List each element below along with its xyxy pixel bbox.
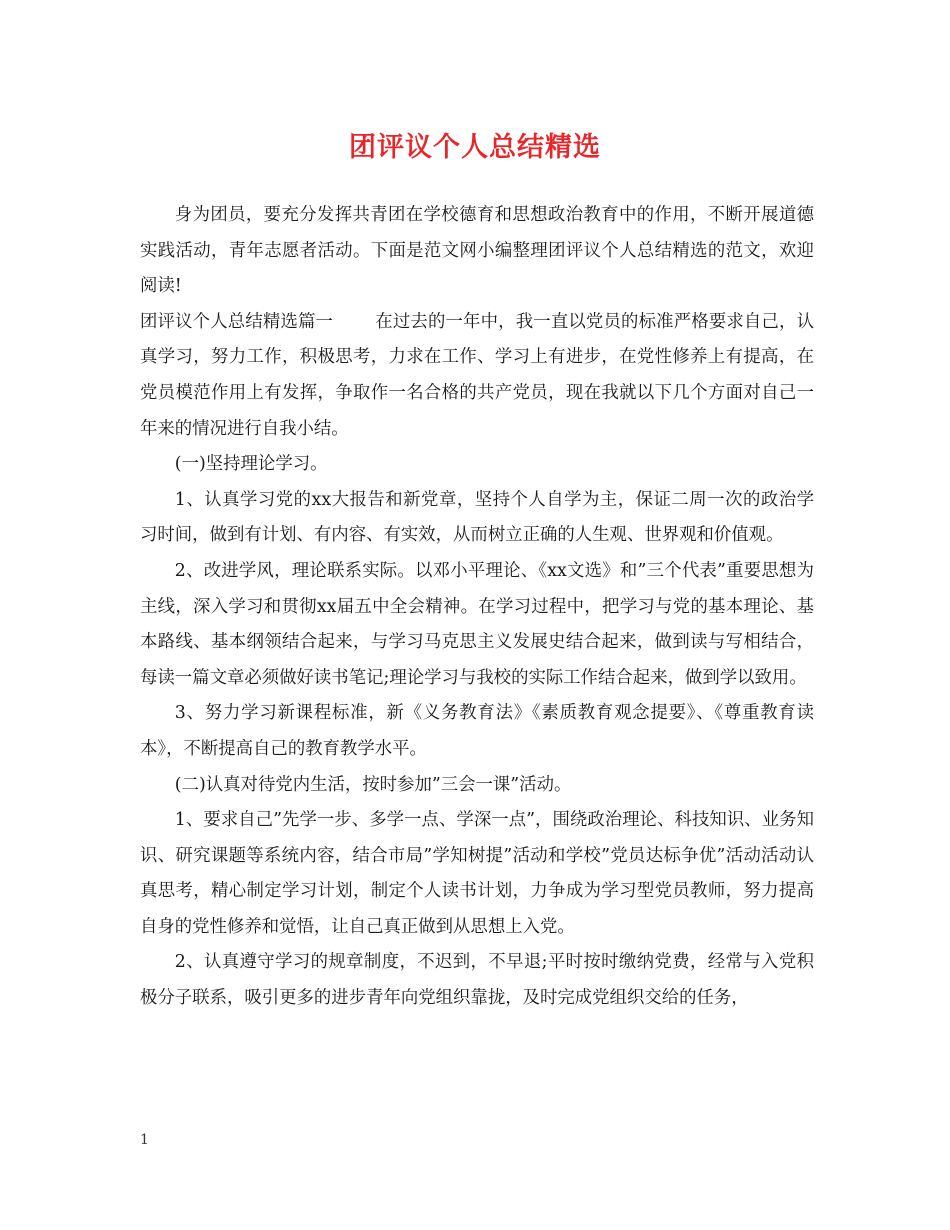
subheading-theory: (一)坚持理论学习。 [174, 454, 328, 475]
body-paragraph: 1、认真学习党的xx大报告和新党章，坚持个人自学为主，保证二周一次的政治学习时间，做到有计划、有内容、有实效，从而树立正确的人生观、世界观和价值观。 [140, 489, 814, 546]
section-opening: 在过去的一年中，我一直以党员的标准严格要求自己，认真学习，努力工作，积极思考，力求在工作、学习上有进步，在党性修养上有提高，在党员模范作用上有发挥，争取作一名合格的共产党员，现在我就以下几个方面对自己一年来的情况进行自我小结。 [140, 311, 814, 439]
intro-paragraph: 身为团员，要充分发挥共青团在学校德育和思想政治教育中的作用，不断开展道德实践活动，青年志愿者活动。下面是范文网小编整理团评议个人总结精选的范文，欢迎阅读! [140, 205, 814, 297]
section-paragraph [140, 305, 814, 447]
document-body [140, 198, 814, 1017]
document-title: 团评议个人总结精选 [349, 132, 601, 163]
body-paragraph: 3、努力学习新课程标准，新《义务教育法》《素质教育观念提要》、《尊重教育读本》，不断提高自己的教育教学水平。 [140, 703, 814, 759]
subheading-party-life: (二)认真对待党内生活，按时参加”三会一课”活动。 [174, 774, 572, 795]
body-paragraph: 2、改进学风，理论联系实际。以邓小平理论、《xx文选》和”三个代表”重要思想为主线，深入学习和贯彻xx届五中全会精神。在学习过程中，把学习与党的基本理论、基本路线、基本纲领结合起来，与学习马克思主义发展史结合起来，做到读与写相结合，每读一篇文章必须做好读书笔记;理论学习与我校的实际工作结合起来，做到学以致用。 [140, 560, 814, 688]
page-number: 1 [140, 1132, 149, 1148]
section-heading: 团评议个人总结精选篇一 [140, 311, 334, 332]
body-paragraph: 2、认真遵守学习的规章制度，不迟到，不早退;平时按时缴纳党费，经常与入党积极分子联系，吸引更多的进步青年向党组织靠拢，及时完成党组织交给的任务， [140, 952, 814, 1009]
body-paragraph: 1、要求自己”先学一步、多学一点、学深一点”，围绕政治理论、科技知识、业务知识、研究课题等系统内容，结合市局”学知树提”活动和学校”党员达标争优”活动活动认真思考，精心制定学习计划，制定个人读书计划，力争成为学习型党员教师，努力提高自身的党性修养和觉悟，让自己真正做到从思想上入党。 [140, 810, 814, 937]
